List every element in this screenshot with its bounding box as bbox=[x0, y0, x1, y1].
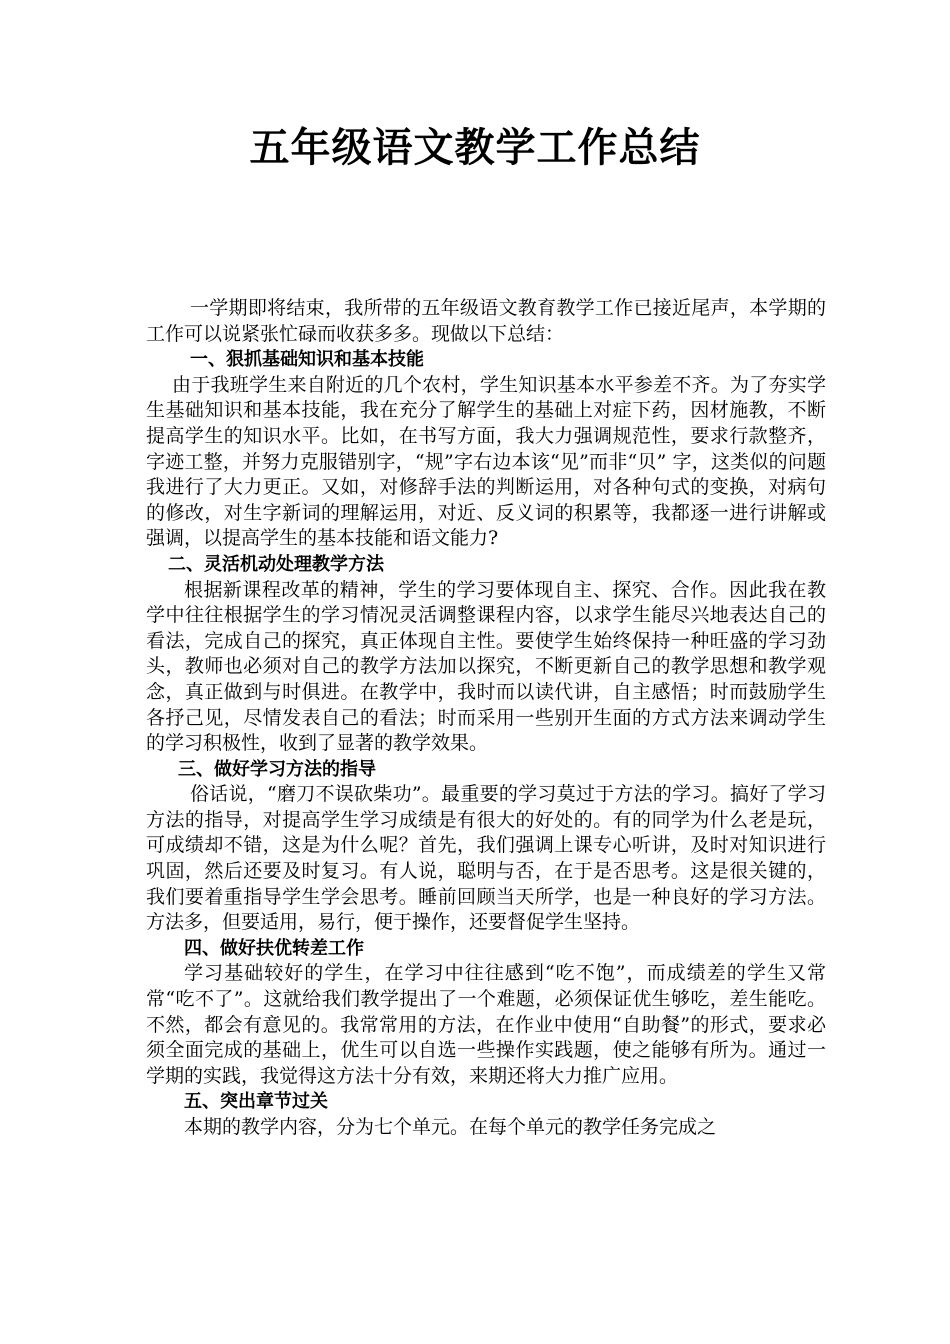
section-body-3: 俗话说，“磨刀不误砍柴功”。最重要的学习莫过于方法的学习。搞好了学习方法的指导，对提高学生学习成绩是有很大的好处的。有的同学为什么老是玩，可成绩却不错，这是为什么呢？首先，我们强调上课专心听讲，及时对知识进行巩固，然后还要及时复习。有人说，聪明与否，在于是否思考。这是很关键的，我们要着重指导学生学会思考。睡前回顾当天所学，也是一种良好的学习方法。方法多，但要适用，易行，便于操作，还要督促学生坚持。 bbox=[146, 783, 826, 934]
section-body-4: 学习基础较好的学生，在学习中往往感到“吃不饱”，而成绩差的学生又常常“吃不了”。这就给我们教学提出了一个难题，必须保证优生够吃，差生能吃。不然，都会有意见的。我常常用的方法，在作业中使用“自助餐”的形式，要求必须全面完成的基础上，优生可以自选一些操作实践题，使之能够有所为。通过一学期的实践，我觉得这方法十分有效，来期还将大力推广应用。 bbox=[146, 962, 826, 1087]
section-heading-2: 二、灵活机动处理教学方法 bbox=[168, 553, 384, 575]
section-heading-3: 三、做好学习方法的指导 bbox=[178, 758, 376, 780]
section-heading-1: 一、狠抓基础知识和基本技能 bbox=[190, 349, 424, 371]
intro-paragraph: 一学期即将结束，我所带的五年级语文教育教学工作已接近尾声，本学期的工作可以说紧张忙碌而收获多多。现做以下总结： bbox=[146, 297, 826, 345]
section-heading-5: 五、突出章节过关 bbox=[184, 1091, 328, 1113]
section-body-2: 根据新课程改革的精神，学生的学习要体现自主、探究、合作。因此我在教学中往往根据学生的学习情况灵活调整课程内容，以求学生能尽兴地表达自己的看法，完成自己的探究，真正体现自主性。要使学生始终保持一种旺盛的学习劲头，教师也必须对自己的教学方法加以探究，不断更新自己的教学思想和教学观念，真正做到与时俱进。在教学中，我时而以读代讲，自主感悟；时而鼓励学生各抒己见，尽情发表自己的看法；时而采用一些别开生面的方式方法来调动学生的学习积极性，收到了显著的教学效果。 bbox=[146, 578, 826, 755]
document-body bbox=[146, 296, 826, 1141]
section-body-1: 由于我班学生来自附近的几个农村，学生知识基本水平参差不齐。为了夯实学生基础知识和基本技能，我在充分了解学生的基础上对症下药，因材施教，不断提高学生的知识水平。比如，在书写方面，我大力强调规范性，要求行款整齐，字迹工整，并努力克服错别字，“规”字右边本该“见”而非“贝” 字，这类似的问题我进行了大力更正。又如，对修辞手法的判断运用，对各种句式的变换，对病句的修改，对生字新词的理解运用，对近、反义词的积累等，我都逐一进行讲解或强调，以提高学生的基本技能和语文能力? bbox=[146, 373, 826, 550]
document-title: 五年级语文教学工作总结 bbox=[249, 124, 701, 171]
section-heading-4: 四、做好扶优转差工作 bbox=[184, 937, 364, 959]
section-body-5: 本期的教学内容，分为七个单元。在每个单元的教学任务完成之 bbox=[184, 1116, 717, 1138]
